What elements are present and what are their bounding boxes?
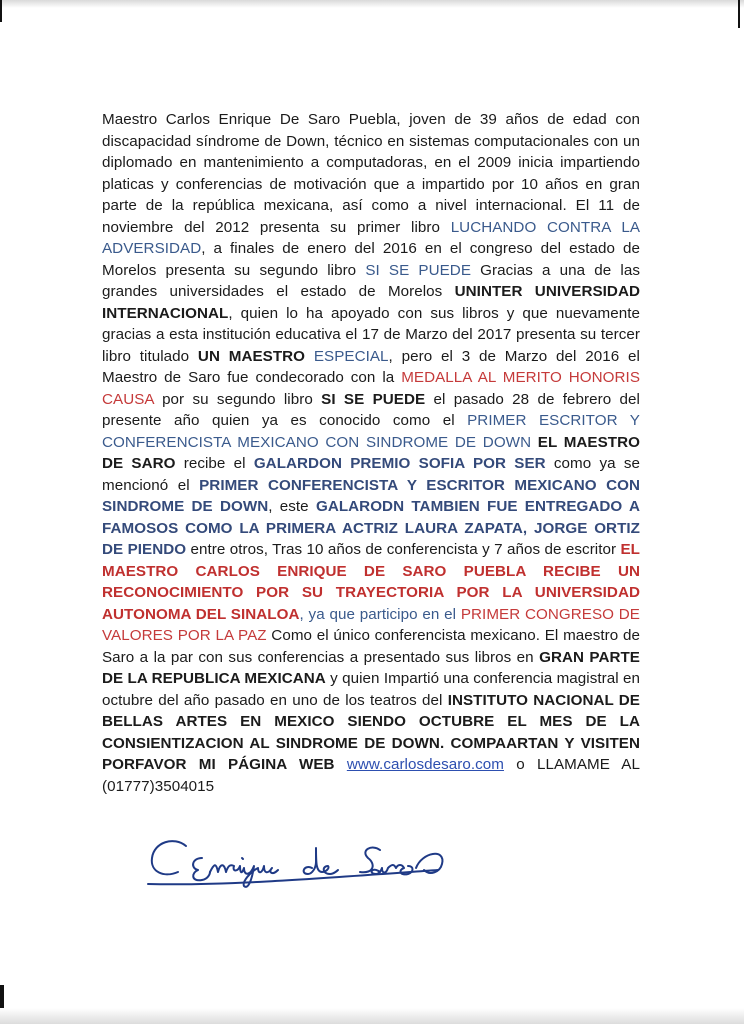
text-segment (335, 756, 347, 773)
text-segment: PRIMER ESCRITOR Y CONFERENCISTA MEXICANO CON SINDROME DE DOWN (102, 412, 640, 451)
text-segment: ESPECIAL (313, 347, 389, 365)
handwritten-signature (146, 828, 526, 896)
text-segment: , este (268, 498, 316, 515)
text-segment: PRIMER CONGRESO DE VALORES POR LA PAZ (102, 605, 640, 644)
text-segment: SI SE PUEDE (365, 261, 472, 279)
scan-edge-mark-top-right (738, 0, 740, 28)
text-segment: , ya que participo en el (299, 605, 461, 623)
text-segment: , quien lo ha apoyado con sus libros y que nuevamente gracias a esta institución educativa el 17 de Marzo del 2017 presenta su tercer libro titulado (102, 304, 640, 365)
text-segment: SI SE PUEDE (321, 390, 426, 408)
scan-edge-bottom (0, 1008, 744, 1024)
text-segment: Como el único conferencista mexicano. El maestro de Saro a la par con sus conferencias a presentado sus libros en (102, 627, 640, 666)
text-segment: , a finales de enero del 2016 en el congreso del estado de Morelos presenta su segundo libro (102, 240, 640, 279)
website-link[interactable]: www.carlosdesaro.com (346, 756, 504, 773)
text-segment: Maestro Carlos Enrique De Saro Puebla, joven de 39 años de edad con discapacidad síndrome de Down, técnico en sistemas computacionales con un diplomado en mantenimiento a computadoras, en el 2009 inicia impartiendo platicas y conferencias de motivación que a impartido por 10 años en gran parte de la república mexicana, así como a nivel internacional. El 11 de noviembre del 2012 presenta su primer libro (102, 111, 640, 236)
text-segment: y quien Impartió una conferencia magistral en octubre del año pasado en uno de los teatros del (102, 670, 640, 709)
text-segment: como ya se mencionó el (102, 455, 640, 494)
text-segment: LUCHANDO CONTRA LA ADVERSIDAD (102, 218, 641, 257)
text-segment: UN MAESTRO (197, 347, 314, 365)
text-segment: EL MAESTRO DE SARO (102, 433, 640, 472)
text-segment: EL MAESTRO CARLOS ENRIQUE DE SARO PUEBLA RECIBE UN RECONOCIMIENTO POR SU TRAYECTORIA POR LA UNIVERSIDAD AUTONOMA DEL SINALOA (102, 541, 640, 623)
scan-edge-mark-top-left (0, 0, 2, 22)
text-segment: UNINTER UNIVERSIDAD INTERNACIONAL (102, 283, 640, 322)
text-segment: o LLAMAME AL (01777)3504015 (102, 756, 640, 795)
text-segment: PRIMER CONFERENCISTA Y ESCRITOR MEXICANO CON SINDROME DE DOWN (102, 476, 640, 515)
letter-body (102, 109, 640, 797)
text-segment: GALARDON PREMIO SOFIA POR SER (253, 455, 546, 472)
signature-text: C. Enrique de Saro (346, 894, 355, 895)
text-segment: por su segundo libro (153, 390, 322, 408)
text-segment (531, 434, 538, 451)
text-segment: el pasado 28 de febrero del presente año quien ya es conocido como el (102, 390, 640, 429)
text-segment: , pero el 3 de Marzo del 2016 el Maestro de Saro fue condecorado con la (102, 347, 640, 386)
text-segment: GRAN PARTE DE LA REPUBLICA MEXICANA (102, 648, 640, 687)
text-segment: MEDALLA AL MERITO HONORIS CAUSA (102, 369, 641, 408)
text-segment: entre otros, Tras 10 años de conferencista y 7 años de escritor (186, 541, 621, 558)
text-segment: INSTITUTO NACIONAL DE BELLAS ARTES EN MEXICO SIENDO OCTUBRE EL MES DE LA CONSIENTIZACION AL SINDROME DE DOWN. COMPAARTAN Y VISITEN PORFAVOR MI PÁGINA WEB (102, 691, 640, 773)
text-segment: GALARODN TAMBIEN FUE ENTREGADO A FAMOSOS COMO LA PRIMERA ACTRIZ LAURA ZAPATA, JORGE ORTIZ DE PIENDO (102, 498, 640, 558)
scan-edge-top (0, 0, 744, 8)
text-segment: Gracias a una de las grandes universidades el estado de Morelos (102, 261, 640, 300)
text-segment: recibe el (175, 455, 254, 472)
